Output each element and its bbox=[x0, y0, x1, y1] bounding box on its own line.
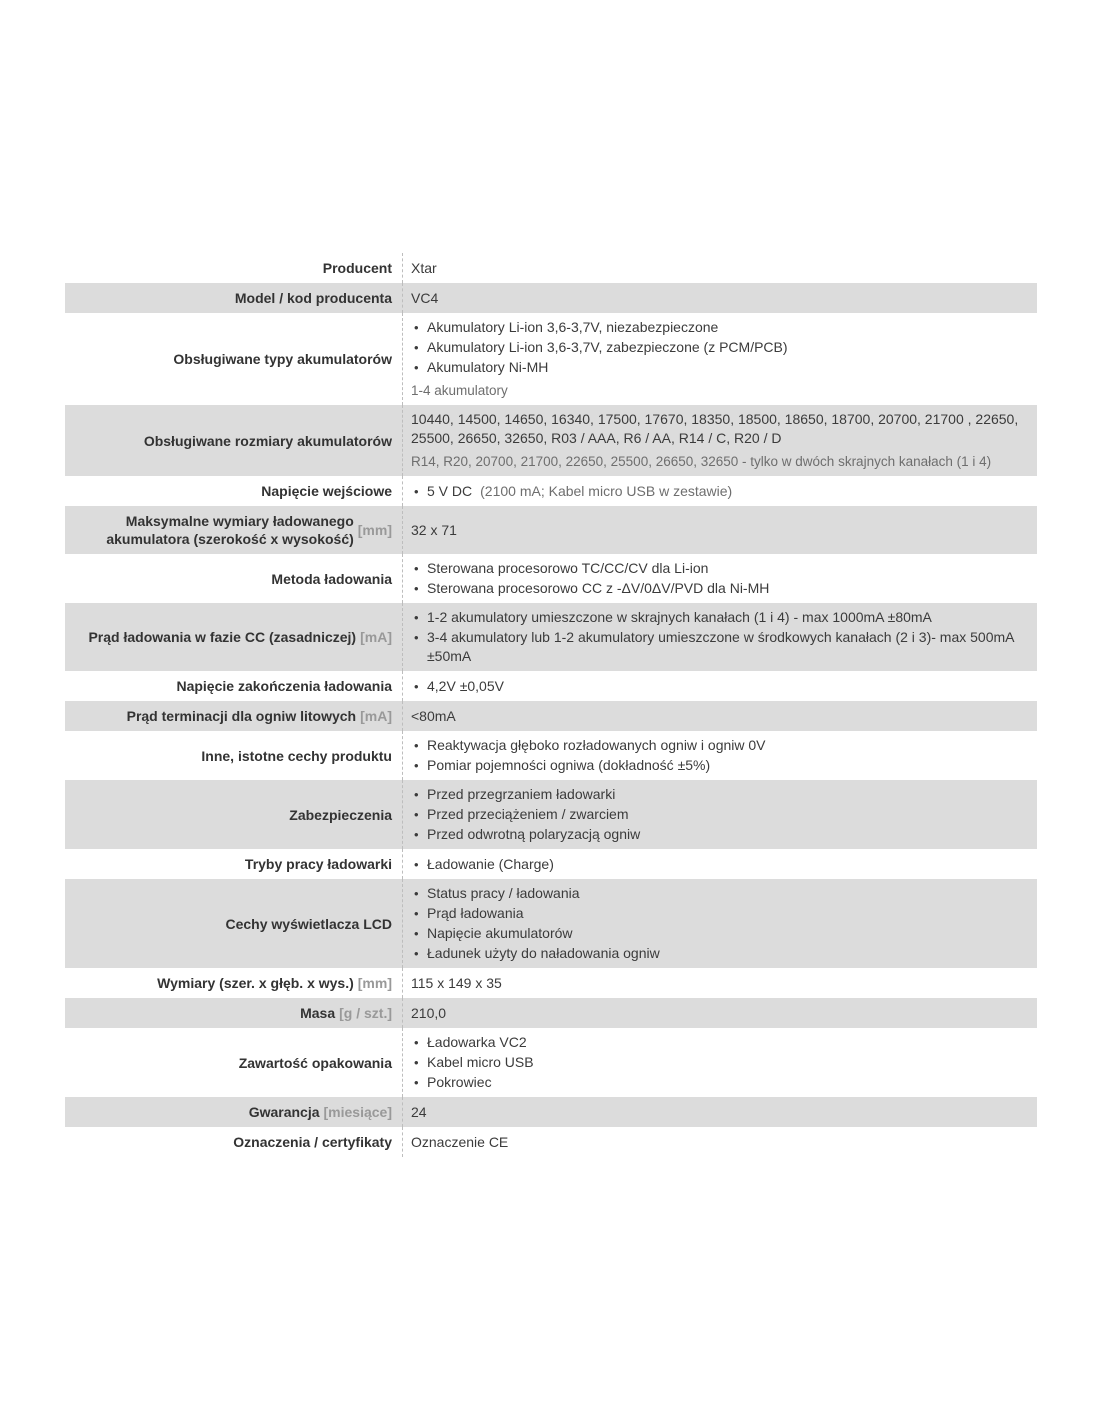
bullet-text-wrap bbox=[427, 318, 1025, 337]
bullet-item bbox=[411, 559, 1025, 578]
bullet-icon: • bbox=[414, 678, 419, 694]
spec-label-text: Napięcie zakończenia ładowania bbox=[176, 678, 392, 694]
spec-row-value bbox=[402, 879, 1037, 968]
bullet-icon: • bbox=[414, 946, 419, 961]
bullet-item bbox=[411, 805, 1025, 824]
spec-row-label bbox=[65, 998, 402, 1028]
value-note: R14, R20, 20700, 21700, 22650, 25500, 26650, 32650 - tylko w dwóch skrajnych kanałach (1 i 4) bbox=[411, 454, 992, 469]
spec-row-label bbox=[65, 968, 402, 998]
value-text: 24 bbox=[411, 1103, 427, 1120]
value-text: VC4 bbox=[411, 289, 439, 306]
bullet-item bbox=[411, 358, 1025, 377]
spec-row-label bbox=[65, 283, 402, 313]
bullet-item bbox=[411, 318, 1025, 337]
bullet-icon: • bbox=[414, 320, 419, 335]
spec-row-label bbox=[65, 405, 402, 476]
spec-row-value bbox=[402, 671, 1037, 701]
bullet-text-wrap bbox=[427, 628, 1025, 666]
bullet-item bbox=[411, 579, 1025, 598]
bullet-text: 3-4 akumulatory lub 1-2 akumulatory umieszczone w środkowych kanałach (2 i 3)- max 500mA ±50mA bbox=[427, 629, 1014, 664]
spec-row bbox=[65, 283, 1037, 313]
bullet-icon: • bbox=[414, 561, 419, 576]
bullet-item bbox=[411, 1033, 1025, 1052]
value-text: 210,0 bbox=[411, 1004, 447, 1021]
bullet-text-wrap bbox=[427, 736, 1025, 755]
bullet-text: Ładowanie (Charge) bbox=[427, 855, 554, 872]
spec-row bbox=[65, 1097, 1037, 1127]
spec-row bbox=[65, 998, 1037, 1028]
spec-label-unit: [mm] bbox=[357, 975, 392, 991]
bullet-item bbox=[411, 785, 1025, 804]
bullet-item bbox=[411, 1053, 1025, 1072]
spec-row bbox=[65, 701, 1037, 731]
bullet-text-wrap bbox=[427, 1073, 1025, 1092]
bullet-text: 4,2V ±0,05V bbox=[427, 677, 504, 694]
value-text: 32 x 71 bbox=[411, 521, 457, 538]
bullet-text: Przed przeciążeniem / zwarciem bbox=[427, 806, 629, 822]
spec-label-text: Producent bbox=[322, 260, 392, 276]
bullet-icon: • bbox=[414, 827, 419, 842]
bullet-item bbox=[411, 855, 1025, 874]
bullet-text: Pokrowiec bbox=[427, 1074, 492, 1090]
bullet-text-wrap bbox=[427, 338, 1025, 357]
bullet-text: Sterowana procesorowo CC z -ΔV/0ΔV/PVD dla Ni-MH bbox=[427, 580, 770, 596]
spec-row-value bbox=[402, 998, 1037, 1028]
spec-row bbox=[65, 849, 1037, 879]
bullet-item bbox=[411, 736, 1025, 755]
spec-label-text: Model / kod producenta bbox=[234, 290, 392, 306]
bullet-item bbox=[411, 482, 1025, 501]
bullet-text-wrap bbox=[427, 904, 1025, 923]
bullet-text: Reaktywacja głęboko rozładowanych ogniw i ogniw 0V bbox=[427, 737, 766, 753]
spec-label-text: Zabezpieczenia bbox=[289, 806, 392, 823]
spec-row bbox=[65, 1127, 1037, 1157]
bullet-icon: • bbox=[414, 340, 419, 355]
spec-label-text: Zawartość opakowania bbox=[238, 1054, 392, 1071]
spec-row bbox=[65, 603, 1037, 671]
bullet-icon: • bbox=[414, 758, 419, 773]
spec-row bbox=[65, 879, 1037, 968]
spec-row-value bbox=[402, 1097, 1037, 1127]
spec-row-label bbox=[65, 1127, 402, 1157]
bullet-item bbox=[411, 825, 1025, 844]
spec-row-value bbox=[402, 603, 1037, 671]
bullet-item bbox=[411, 756, 1025, 775]
bullet-text: Ładunek użyty do naładowania ogniw bbox=[427, 945, 660, 961]
spec-row-label bbox=[65, 313, 402, 405]
spec-label-text: Gwarancja bbox=[248, 1104, 320, 1120]
value-text: Xtar bbox=[411, 259, 437, 276]
spec-row bbox=[65, 731, 1037, 780]
spec-row bbox=[65, 313, 1037, 405]
spec-row-label bbox=[65, 780, 402, 849]
bullet-text: 5 V DC bbox=[427, 482, 473, 499]
spec-label-text: Prąd ładowania w fazie CC (zasadniczej) bbox=[88, 629, 357, 645]
spec-row-value bbox=[402, 701, 1037, 731]
bullet-icon: • bbox=[414, 807, 419, 822]
spec-label-unit: [mm] bbox=[357, 522, 392, 538]
spec-label-text: Maksymalne wymiary ładowanego akumulatora (szerokość x wysokość) bbox=[106, 513, 354, 547]
bullet-text: Pomiar pojemności ogniwa (dokładność ±5%) bbox=[427, 757, 711, 773]
bullet-text-wrap bbox=[427, 924, 1025, 943]
bullet-text: Akumulatory Li-ion 3,6-3,7V, niezabezpieczone bbox=[427, 319, 719, 335]
spec-label-text: Metoda ładowania bbox=[271, 570, 392, 587]
bullet-item bbox=[411, 1073, 1025, 1092]
bullet-icon: • bbox=[414, 856, 419, 872]
bullet-icon: • bbox=[414, 787, 419, 802]
bullet-icon: • bbox=[414, 1035, 419, 1050]
spec-row-label bbox=[65, 701, 402, 731]
spec-row bbox=[65, 968, 1037, 998]
spec-table bbox=[65, 253, 1037, 1157]
spec-label-text: Cechy wyświetlacza LCD bbox=[225, 915, 392, 932]
spec-row bbox=[65, 780, 1037, 849]
bullet-text-wrap bbox=[427, 1033, 1025, 1052]
spec-label-text: Obsługiwane typy akumulatorów bbox=[173, 351, 392, 367]
bullet-item bbox=[411, 677, 1025, 696]
spec-label-text: Inne, istotne cechy produktu bbox=[201, 747, 392, 764]
bullet-text: Kabel micro USB bbox=[427, 1054, 534, 1070]
value-text: Oznaczenie CE bbox=[411, 1133, 509, 1150]
bullet-item bbox=[411, 884, 1025, 903]
bullet-text-wrap bbox=[427, 825, 1025, 844]
value-text: 115 x 149 x 35 bbox=[411, 974, 502, 991]
bullet-text: Przed przegrzaniem ładowarki bbox=[427, 786, 616, 802]
bullet-text-wrap bbox=[427, 358, 1025, 377]
spec-row bbox=[65, 1028, 1037, 1097]
bullet-item bbox=[411, 338, 1025, 357]
spec-label-text: Napięcie wejściowe bbox=[261, 483, 392, 499]
spec-label-unit: [mA] bbox=[360, 708, 392, 724]
spec-label-text: Tryby pracy ładowarki bbox=[244, 856, 392, 872]
bullet-inline-note: (2100 mA; Kabel micro USB w zestawie) bbox=[480, 482, 733, 499]
spec-row-value bbox=[402, 506, 1037, 554]
spec-row-value bbox=[402, 554, 1037, 603]
value-note: 1-4 akumulatory bbox=[411, 383, 508, 398]
bullet-icon: • bbox=[414, 906, 419, 921]
spec-label-unit: [g / szt.] bbox=[339, 1005, 392, 1021]
bullet-text-wrap bbox=[427, 785, 1025, 804]
bullet-icon: • bbox=[414, 610, 419, 625]
spec-row-label bbox=[65, 879, 402, 968]
bullet-item bbox=[411, 924, 1025, 943]
spec-label-unit: [mA] bbox=[360, 629, 392, 645]
spec-label-unit: [miesiące] bbox=[323, 1104, 392, 1120]
spec-row bbox=[65, 554, 1037, 603]
bullet-icon: • bbox=[414, 581, 419, 596]
bullet-icon: • bbox=[414, 1055, 419, 1070]
bullet-item bbox=[411, 904, 1025, 923]
spec-label-text: Oznaczenia / certyfikaty bbox=[233, 1134, 392, 1150]
bullet-icon: • bbox=[414, 630, 419, 645]
spec-row-value bbox=[402, 313, 1037, 405]
spec-row-label bbox=[65, 731, 402, 780]
bullet-text-wrap bbox=[427, 1053, 1025, 1072]
bullet-text-wrap bbox=[427, 579, 1025, 598]
bullet-text: Akumulatory Li-ion 3,6-3,7V, zabezpieczone (z PCM/PCB) bbox=[427, 339, 788, 355]
bullet-text-wrap bbox=[427, 884, 1025, 903]
bullet-text-wrap bbox=[427, 608, 1025, 627]
spec-row-label bbox=[65, 554, 402, 603]
bullet-item bbox=[411, 628, 1025, 666]
value-text: <80mA bbox=[411, 707, 456, 724]
bullet-text: Napięcie akumulatorów bbox=[427, 925, 573, 941]
bullet-text: Ładowarka VC2 bbox=[427, 1034, 527, 1050]
bullet-text: Przed odwrotną polaryzacją ogniw bbox=[427, 826, 641, 842]
spec-row-value bbox=[402, 849, 1037, 879]
bullet-item bbox=[411, 944, 1025, 963]
bullet-icon: • bbox=[414, 360, 419, 375]
bullet-icon: • bbox=[414, 1075, 419, 1090]
bullet-text: Sterowana procesorowo TC/CC/CV dla Li-ion bbox=[427, 560, 709, 576]
spec-row-value bbox=[402, 1028, 1037, 1097]
bullet-text-wrap bbox=[427, 944, 1025, 963]
bullet-text: Akumulatory Ni-MH bbox=[427, 359, 549, 375]
bullet-text-wrap bbox=[427, 482, 1025, 501]
spec-row-value bbox=[402, 253, 1037, 283]
spec-row-label bbox=[65, 1097, 402, 1127]
bullet-text-wrap bbox=[427, 855, 1025, 874]
bullet-item bbox=[411, 608, 1025, 627]
spec-row-value bbox=[402, 405, 1037, 476]
spec-row-label bbox=[65, 603, 402, 671]
spec-row-label bbox=[65, 476, 402, 506]
spec-row bbox=[65, 476, 1037, 506]
bullet-icon: • bbox=[414, 926, 419, 941]
spec-row-label bbox=[65, 849, 402, 879]
value-text: 10440, 14500, 14650, 16340, 17500, 17670, 18350, 18500, 18650, 18700, 20700, 21700 , 22650, 25500, 26650, 32650, R03 / AAA, R6 / AA, R14 / C, R20 / D bbox=[411, 411, 1019, 446]
spec-row bbox=[65, 671, 1037, 701]
bullet-text-wrap bbox=[427, 677, 1025, 696]
bullet-text-wrap bbox=[427, 805, 1025, 824]
bullet-text: Status pracy / ładowania bbox=[427, 885, 580, 901]
spec-row-label bbox=[65, 506, 402, 554]
bullet-text: Prąd ładowania bbox=[427, 905, 524, 921]
spec-label-text: Prąd terminacji dla ogniw litowych bbox=[126, 708, 357, 724]
spec-row-value bbox=[402, 968, 1037, 998]
bullet-icon: • bbox=[414, 483, 419, 499]
bullet-text-wrap bbox=[427, 559, 1025, 578]
spec-label-text: Wymiary (szer. x głęb. x wys.) bbox=[157, 975, 354, 991]
bullet-text-wrap bbox=[427, 756, 1025, 775]
spec-row bbox=[65, 253, 1037, 283]
bullet-icon: • bbox=[414, 738, 419, 753]
spec-row bbox=[65, 405, 1037, 476]
spec-label-text: Obsługiwane rozmiary akumulatorów bbox=[143, 432, 392, 449]
bullet-text: 1-2 akumulatory umieszczone w skrajnych kanałach (1 i 4) - max 1000mA ±80mA bbox=[427, 609, 932, 625]
spec-row-value bbox=[402, 476, 1037, 506]
bullet-icon: • bbox=[414, 886, 419, 901]
spec-row-value bbox=[402, 1127, 1037, 1157]
spec-row-label bbox=[65, 1028, 402, 1097]
spec-label-text: Masa bbox=[300, 1005, 336, 1021]
spec-row-label bbox=[65, 671, 402, 701]
spec-row-value bbox=[402, 731, 1037, 780]
spec-row-label bbox=[65, 253, 402, 283]
spec-row bbox=[65, 506, 1037, 554]
spec-row-value bbox=[402, 780, 1037, 849]
spec-row-value bbox=[402, 283, 1037, 313]
